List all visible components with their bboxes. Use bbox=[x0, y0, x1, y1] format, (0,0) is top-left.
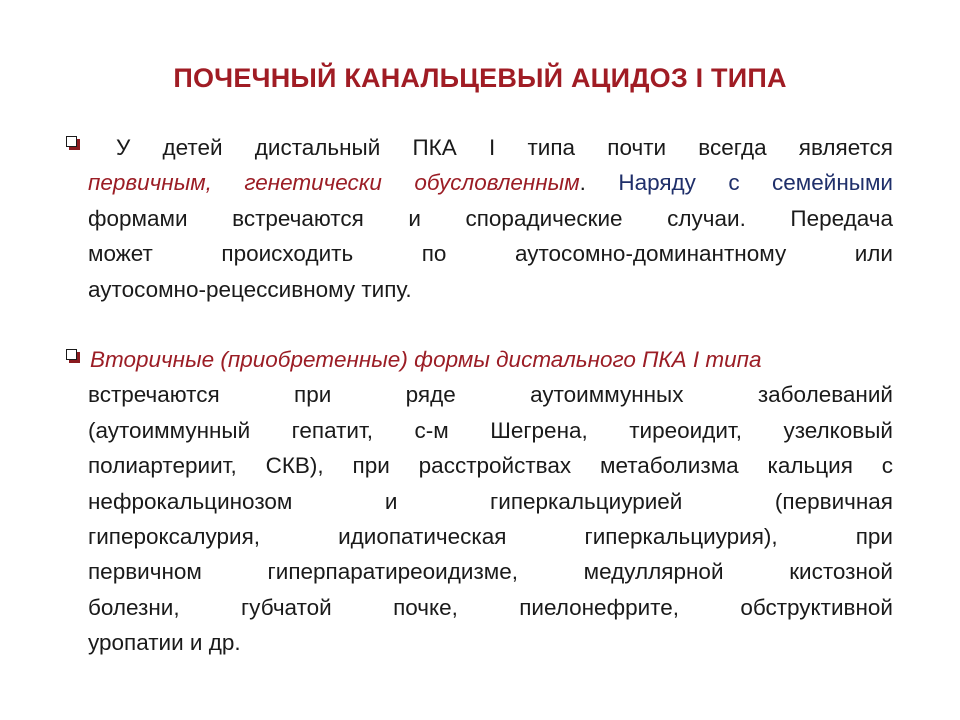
paragraph-2 bbox=[88, 342, 893, 661]
paragraph-1-line-2 bbox=[88, 165, 893, 200]
paragraph-2-line-4: полиартериит, СКВ), при расстройствах метаболизма кальция с bbox=[88, 453, 893, 479]
paragraph-2-line-9: уропатии и др. bbox=[88, 630, 241, 656]
paragraph-2-line-5: нефрокальцинозом и гиперкальциурией (первичная bbox=[88, 488, 893, 514]
paragraph-2-line-1 bbox=[88, 342, 893, 377]
paragraph-1-line-5: аутосомно-рецессивному типу. bbox=[88, 276, 412, 302]
paragraph-1-line-1: У детей дистальный ПКА I типа почти всегда является bbox=[116, 135, 893, 160]
paragraph-2-line-2: встречаются при ряде аутоиммунных заболеваний bbox=[88, 382, 893, 408]
paragraph-2-line-6: гипероксалурия, идиопатическая гиперкальциурия), при bbox=[88, 524, 893, 550]
slide-title: ПОЧЕЧНЫЙ КАНАЛЬЦЕВЫЙ АЦИДОЗ I ТИПА bbox=[173, 63, 787, 93]
secondary-forms-emphasis: Вторичные (приобретенные) формы дистального ПКА I типа bbox=[90, 347, 762, 372]
square-checkbox-icon bbox=[66, 349, 80, 363]
paragraph-2-line-7: первичном гиперпаратиреоидизме, медуллярной кистозной bbox=[88, 559, 893, 585]
paragraph-2-line-3: (аутоиммунный гепатит, с-м Шегрена, тиреоидит, узелковый bbox=[88, 417, 893, 443]
paragraph-1-line-4: может происходить по аутосомно-доминантному или bbox=[88, 241, 893, 267]
paragraph-1-line-3: формами встречаются и спорадические случаи. Передача bbox=[88, 205, 893, 231]
primary-genetic-emphasis: первичным, генетически обусловленным bbox=[88, 170, 580, 196]
square-checkbox-icon bbox=[66, 136, 80, 150]
sentence-period: . bbox=[579, 170, 619, 196]
familial-forms-text: Наряду с семейными bbox=[618, 170, 893, 196]
paragraph-2-line-8: болезни, губчатой почке, пиелонефрите, обструктивной bbox=[88, 594, 893, 620]
paragraph-1 bbox=[88, 130, 893, 307]
